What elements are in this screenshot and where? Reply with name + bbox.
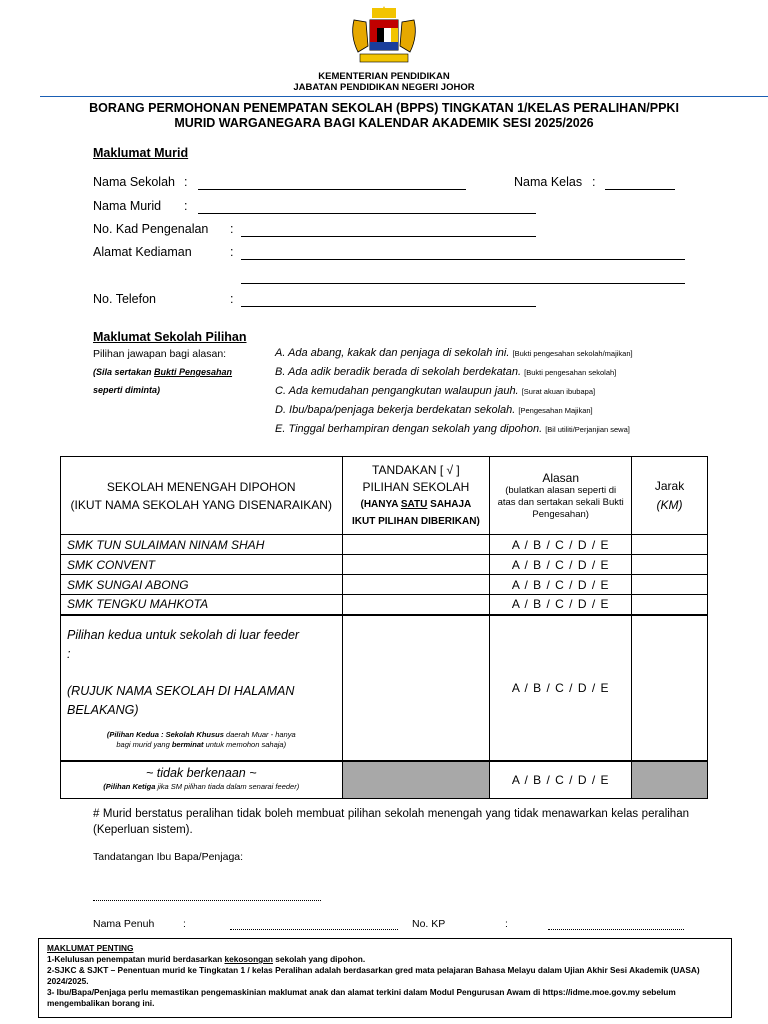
- ic-number-field[interactable]: [241, 236, 536, 237]
- reason-option-c: C. Ada kemudahan pengangkutan walaupun jauh. [Surat akuan ibubapa]: [275, 385, 596, 397]
- fullname-label: Nama Penuh: [93, 918, 155, 930]
- distance-cell[interactable]: [632, 555, 708, 575]
- proof-note-line1: (Sila sertakan Bukti Pengesahan: [93, 367, 233, 377]
- choice-checkbox-cell[interactable]: [342, 615, 490, 761]
- table-header-row: [61, 457, 708, 535]
- fullname-field[interactable]: [230, 929, 398, 930]
- reason-intro: Pilihan jawapan bagi alasan:: [93, 348, 227, 360]
- important-item-2: 2-SJKC & SJKT – Penentuan murid ke Tingkatan 1 / kelas Peralihan adalah berdasarkan gred mata pelajaran Bahasa Melayu dalam Ujian Akhir Sesi Akademik (UASA) 2024/2025.: [47, 965, 700, 986]
- header-choice: TANDAKAN [ √ ] PILIHAN SEKOLAH (HANYA SATU SAHAJA IKUT PILIHAN DIBERIKAN): [342, 457, 490, 535]
- school-name-label: Nama Sekolah: [93, 175, 175, 189]
- ic-field[interactable]: [548, 929, 684, 930]
- school-name-cell: SMK TENGKU MAHKOTA: [61, 595, 343, 615]
- address-field-line1[interactable]: [241, 259, 685, 260]
- table-row: [61, 555, 708, 575]
- important-item-1: 1-Kelulusan penempatan murid berdasarkan kekosongan sekolah yang dipohon.: [47, 954, 366, 964]
- ministry-name: KEMENTERIAN PENDIDIKAN: [318, 71, 450, 82]
- reason-option-e: E. Tinggal berhampiran dengan sekolah yang dipohon. [Bil utiliti/Perjanjian sewa]: [275, 423, 630, 435]
- reason-option-a: A. Ada abang, kakak dan penjaga di sekolah ini. [Bukti pengesahan sekolah/majikan]: [275, 347, 633, 359]
- colon: :: [184, 199, 188, 213]
- colon: :: [592, 175, 596, 189]
- proof-note-line2: seperti diminta): [93, 385, 161, 395]
- ic-label: No. KP: [412, 918, 446, 930]
- coat-of-arms-icon: [348, 6, 420, 68]
- colon: :: [230, 222, 234, 236]
- school-name-cell: SMK TUN SULAIMAN NINAM SHAH: [61, 535, 343, 555]
- student-name-field[interactable]: [198, 213, 536, 214]
- department-name: JABATAN PENDIDIKAN NEGERI JOHOR: [293, 82, 475, 93]
- colon: :: [230, 245, 234, 259]
- form-title-line2: MURID WARGANEGARA BAGI KALENDAR AKADEMIK SESI 2025/2026: [174, 116, 594, 130]
- phone-field[interactable]: [241, 306, 536, 307]
- address-label: Alamat Kediaman: [93, 245, 192, 259]
- distance-cell[interactable]: [632, 595, 708, 615]
- choice-checkbox-cell[interactable]: [342, 595, 490, 615]
- class-name-field[interactable]: [605, 189, 675, 190]
- reason-option-d: D. Ibu/bapa/penjaga bekerja berdekatan sekolah. [Pengesahan Majikan]: [275, 404, 593, 416]
- distance-cell[interactable]: [632, 575, 708, 595]
- school-choice-heading: Maklumat Sekolah Pilihan: [93, 330, 247, 344]
- colon: :: [505, 918, 508, 930]
- signature-field[interactable]: [93, 900, 321, 901]
- school-name-field[interactable]: [198, 189, 466, 190]
- ic-number-label: No. Kad Pengenalan: [93, 222, 209, 236]
- second-choice-cell[interactable]: Pilihan kedua untuk sekolah di luar feeder : (RUJUK NAMA SEKOLAH DI HALAMAN BELAKANG) (Pilihan Kedua : Sekolah Khusus daerah Muar - hanya bagi murid yang berminat untuk memohon sahaja): [61, 615, 343, 761]
- header-school: SEKOLAH MENENGAH DIPOHON (IKUT NAMA SEKOLAH YANG DISENARAIKAN): [61, 457, 343, 535]
- table-row: [61, 595, 708, 615]
- third-choice-row: [61, 761, 708, 799]
- choice-checkbox-cell[interactable]: [342, 555, 490, 575]
- important-heading: MAKLUMAT PENTING: [47, 943, 134, 953]
- reason-options-cell[interactable]: A / B / C / D / E: [490, 761, 632, 799]
- colon: :: [184, 175, 188, 189]
- address-field-line2[interactable]: [241, 283, 685, 284]
- reason-option-b: B. Ada adik beradik berada di sekolah berdekatan. [Bukti pengesahan sekolah]: [275, 366, 617, 378]
- school-name-cell: SMK CONVENT: [61, 555, 343, 575]
- phone-label: No. Telefon: [93, 292, 157, 306]
- header-divider: [40, 96, 768, 97]
- second-choice-row: [61, 615, 708, 761]
- header-reason: Alasan (bulatkan alasan seperti di atas dan sertakan sekali Bukti Pengesahan): [490, 457, 632, 535]
- signature-label: Tandatangan Ibu Bapa/Penjaga:: [93, 851, 244, 863]
- choice-checkbox-cell[interactable]: [342, 575, 490, 595]
- colon: :: [183, 918, 186, 930]
- choice-checkbox-cell-disabled: [342, 761, 490, 799]
- reason-options-cell[interactable]: A / B / C / D / E: [490, 575, 632, 595]
- third-choice-cell: ~ tidak berkenaan ~ (Pilihan Ketiga jika SM pilihan tiada dalam senarai feeder): [61, 761, 343, 799]
- important-item-3: 3- Ibu/Bapa/Penjaga perlu memastikan pengemaskinian maklumat anak dan alamat terkini dalam Modul Pengurusan Awam di https://idme.moe.gov.my sebelum mengembalikan borang ini.: [47, 987, 676, 1008]
- choice-checkbox-cell[interactable]: [342, 535, 490, 555]
- form-title-line1: BORANG PERMOHONAN PENEMPATAN SEKOLAH (BPPS) TINGKATAN 1/KELAS PERALIHAN/PPKI: [89, 101, 679, 115]
- reason-options-cell[interactable]: A / B / C / D / E: [490, 555, 632, 575]
- table-row: [61, 535, 708, 555]
- distance-cell[interactable]: [632, 535, 708, 555]
- important-info-box: [38, 938, 732, 1018]
- school-choice-table: [60, 456, 708, 799]
- class-name-label: Nama Kelas: [514, 175, 583, 189]
- transition-note: # Murid berstatus peralihan tidak boleh membuat pilihan sekolah menengah yang tidak menawarkan kelas peralihan (Keperluan sistem).: [93, 808, 689, 836]
- colon: :: [230, 292, 234, 306]
- distance-cell-disabled: [632, 761, 708, 799]
- header-distance: Jarak (KM): [632, 457, 708, 535]
- student-name-label: Nama Murid: [93, 199, 162, 213]
- school-name-cell: SMK SUNGAI ABONG: [61, 575, 343, 595]
- reason-options-cell[interactable]: A / B / C / D / E: [490, 535, 632, 555]
- reason-options-cell[interactable]: A / B / C / D / E: [490, 615, 632, 761]
- student-info-heading: Maklumat Murid: [93, 146, 189, 160]
- reason-options-cell[interactable]: A / B / C / D / E: [490, 595, 632, 615]
- table-row: [61, 575, 708, 595]
- distance-cell[interactable]: [632, 615, 708, 761]
